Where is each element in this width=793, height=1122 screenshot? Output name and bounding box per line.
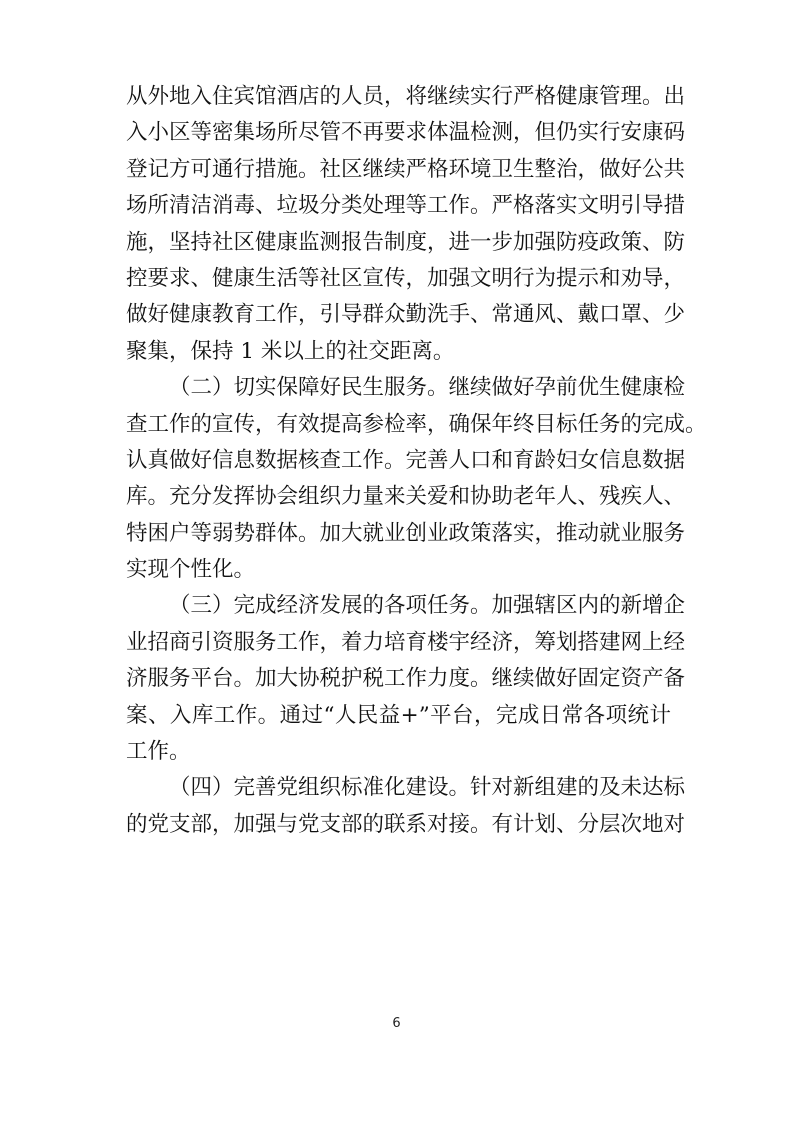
section-heading-line: （三）完成经济发展的各项任务。加强辖区内的新增企 — [169, 593, 686, 619]
text-line: 案、入库工作。通过“人民益+”平台，完成日常各项统计 — [126, 702, 671, 728]
text-line: 查工作的宣传，有效提高参检率，确保年终目标任务的完成。 — [126, 411, 707, 437]
text-line: 特困户等弱势群体。加大就业创业政策落实，推动就业服务 — [126, 520, 686, 546]
text-line: 从外地入住宾馆酒店的人员，将继续实行严格健康管理。出 — [126, 84, 686, 109]
text-line: 的党支部，加强与党支部的联系对接。有计划、分层次地对 — [126, 811, 686, 837]
page-number: 6 — [392, 1016, 401, 1031]
text-line: 登记方可通行措施。社区继续严格环境卫生整治，做好公共 — [126, 156, 686, 182]
section-heading-line: （四）完善党组织标准化建设。针对新组建的及未达标 — [169, 775, 686, 801]
document-body — [126, 79, 707, 843]
text-line: 做好健康教育工作，引导群众勤洗手、常通风、戴口罩、少 — [126, 302, 686, 328]
text-line: 工作。 — [126, 739, 191, 765]
text-line: 聚集，保持 1 米以上的社交距离。 — [126, 338, 455, 364]
text-line: 业招商引资服务工作，着力培育楼宇经济，筹划搭建网上经 — [126, 629, 686, 655]
section-heading-line: （二）切实保障好民生服务。继续做好孕前优生健康检 — [169, 375, 686, 401]
text-line: 实现个性化。 — [126, 557, 256, 583]
text-line: 认真做好信息数据核查工作。完善人口和育龄妇女信息数据 — [126, 447, 686, 473]
text-line: 场所清洁消毒、垃圾分类处理等工作。严格落实文明引导措 — [126, 193, 686, 219]
text-line: 库。充分发挥协会组织力量来关爱和协助老年人、残疾人、 — [126, 484, 686, 510]
text-line: 济服务平台。加大协税护税工作力度。继续做好固定资产备 — [126, 666, 686, 692]
text-line: 控要求、健康生活等社区宣传，加强文明行为提示和劝导， — [126, 265, 686, 291]
text-line: 入小区等密集场所尽管不再要求体温检测，但仍实行安康码 — [126, 120, 686, 146]
text-line: 施，坚持社区健康监测报告制度，进一步加强防疫政策、防 — [126, 229, 686, 255]
